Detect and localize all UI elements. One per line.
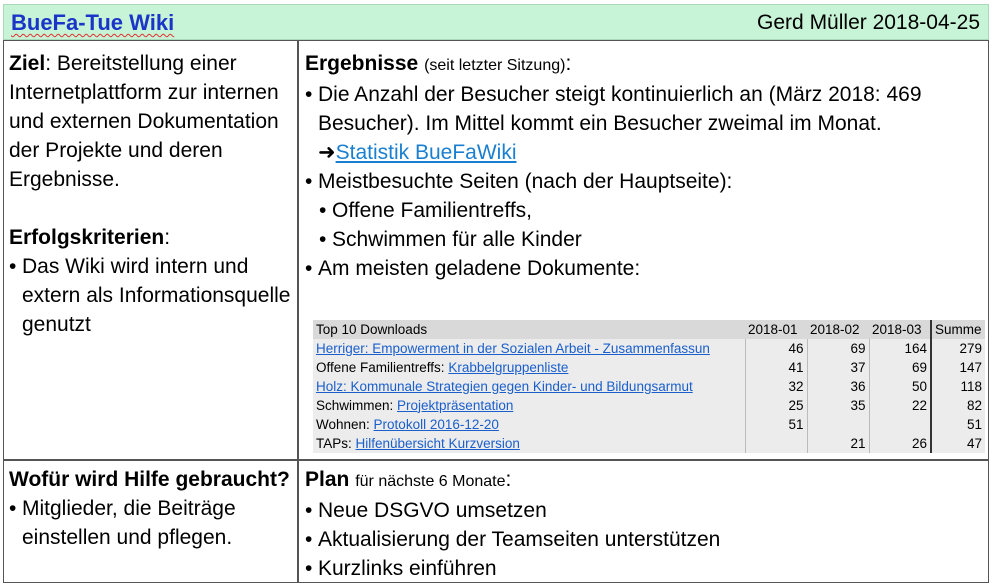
document-link[interactable]: Protokoll 2016-12-20 — [373, 416, 499, 432]
table-header: 2018-02 — [807, 320, 869, 339]
results-heading: Ergebnisse (seit letzter Sitzung): — [305, 52, 572, 75]
downloads-table — [313, 320, 985, 453]
document-link[interactable]: Hilfenübersicht Kurzversion — [355, 435, 520, 451]
plan-label: Plan — [305, 468, 350, 491]
horizontal-divider — [4, 459, 988, 461]
criteria-item: • Das Wiki wird intern und extern als Informationsquelle genutzt — [9, 255, 291, 336]
table-row: Wohnen: Protokoll 2016-12-20 51 51 — [313, 415, 985, 434]
criteria-label: Erfolgskriterien — [9, 226, 165, 249]
plan-item: • Kurzlinks einführen — [305, 557, 497, 580]
document-link[interactable]: Projektpräsentation — [397, 397, 514, 413]
goal-paragraph — [9, 49, 291, 194]
help-label: Wofür wird Hilfe gebraucht? — [9, 468, 290, 491]
criteria-heading: Erfolgskriterien: — [9, 226, 171, 249]
document-link[interactable]: Krabbelgruppenliste — [448, 359, 569, 375]
sub-item: • Schwimmen für alle Kinder — [319, 228, 582, 251]
content-grid — [3, 40, 989, 583]
table-row: Holz: Kommunale Strategien gegen Kinder- und Bildungsarmut 32 36 50 118 — [313, 377, 985, 396]
document-link[interactable]: Herriger: Empowerment in der Sozialen Arbeit - Zusammenfassun — [316, 340, 710, 356]
results-subtitle: (seit letzter Sitzung) — [424, 57, 566, 74]
table-row: TAPs: Hilfenübersicht Kurzversion 21 26 47 — [313, 434, 985, 453]
table-row: Herriger: Empowerment in der Sozialen Arbeit - Zusammenfassun 46 69 164 279 — [313, 339, 985, 358]
help-cell — [9, 465, 291, 552]
plan-item: • Neue DSGVO umsetzen — [305, 499, 547, 522]
stats-link[interactable]: Statistik BueFaWiki — [335, 141, 517, 164]
table-row: Offene Familientreffs: Krabbelgruppenliste 41 37 69 147 — [313, 358, 985, 377]
plan-heading: Plan für nächste 6 Monate: — [305, 468, 512, 491]
table-row: Schwimmen: Projektpräsentation 25 35 22 82 — [313, 396, 985, 415]
table-header: 2018-03 — [869, 320, 931, 339]
results-label: Ergebnisse — [305, 52, 419, 75]
help-item: • Mitglieder, die Beiträge einstellen und pflegen. — [9, 497, 236, 549]
table-header: Summe — [931, 320, 985, 339]
table-header: Top 10 Downloads — [313, 320, 745, 339]
header-bar — [3, 4, 989, 40]
goal-cell — [9, 49, 291, 339]
stats-link-line — [305, 138, 980, 167]
author-date: Gerd Müller 2018-04-25 — [757, 11, 980, 34]
arrow-icon: ➜ — [318, 141, 336, 164]
plan-item: • Aktualisierung der Teamseiten unterstützen — [305, 528, 721, 551]
plan-cell — [305, 465, 980, 583]
results-cell — [305, 49, 982, 451]
plan-subtitle: für nächste 6 Monate — [355, 473, 506, 490]
goal-label: Ziel — [9, 52, 46, 75]
results-bullet-pages: • Meistbesuchte Seiten (nach der Hauptseite): — [305, 170, 733, 193]
results-bullet-downloads: • Am meisten geladene Dokumente: — [305, 257, 641, 280]
sub-item: • Offene Familientreffs, — [319, 199, 532, 222]
table-header-row — [313, 320, 985, 339]
table-header: 2018-01 — [745, 320, 807, 339]
wiki-title: BueFa-Tue Wiki — [11, 10, 175, 35]
vertical-divider — [297, 41, 299, 582]
results-bullet-visitors: • Die Anzahl der Besucher steigt kontinuierlich an (März 2018: 469 Besucher). Im Mittel kommt ein Besucher zweimal im Monat. — [305, 83, 922, 135]
goal-text: : Bereitstellung einer Internetplattform zur internen und externen Dokumentation der Projekte und deren Ergebnisse. — [9, 52, 279, 191]
document-link[interactable]: Holz: Kommunale Strategien gegen Kinder- und Bildungsarmut — [316, 378, 693, 394]
